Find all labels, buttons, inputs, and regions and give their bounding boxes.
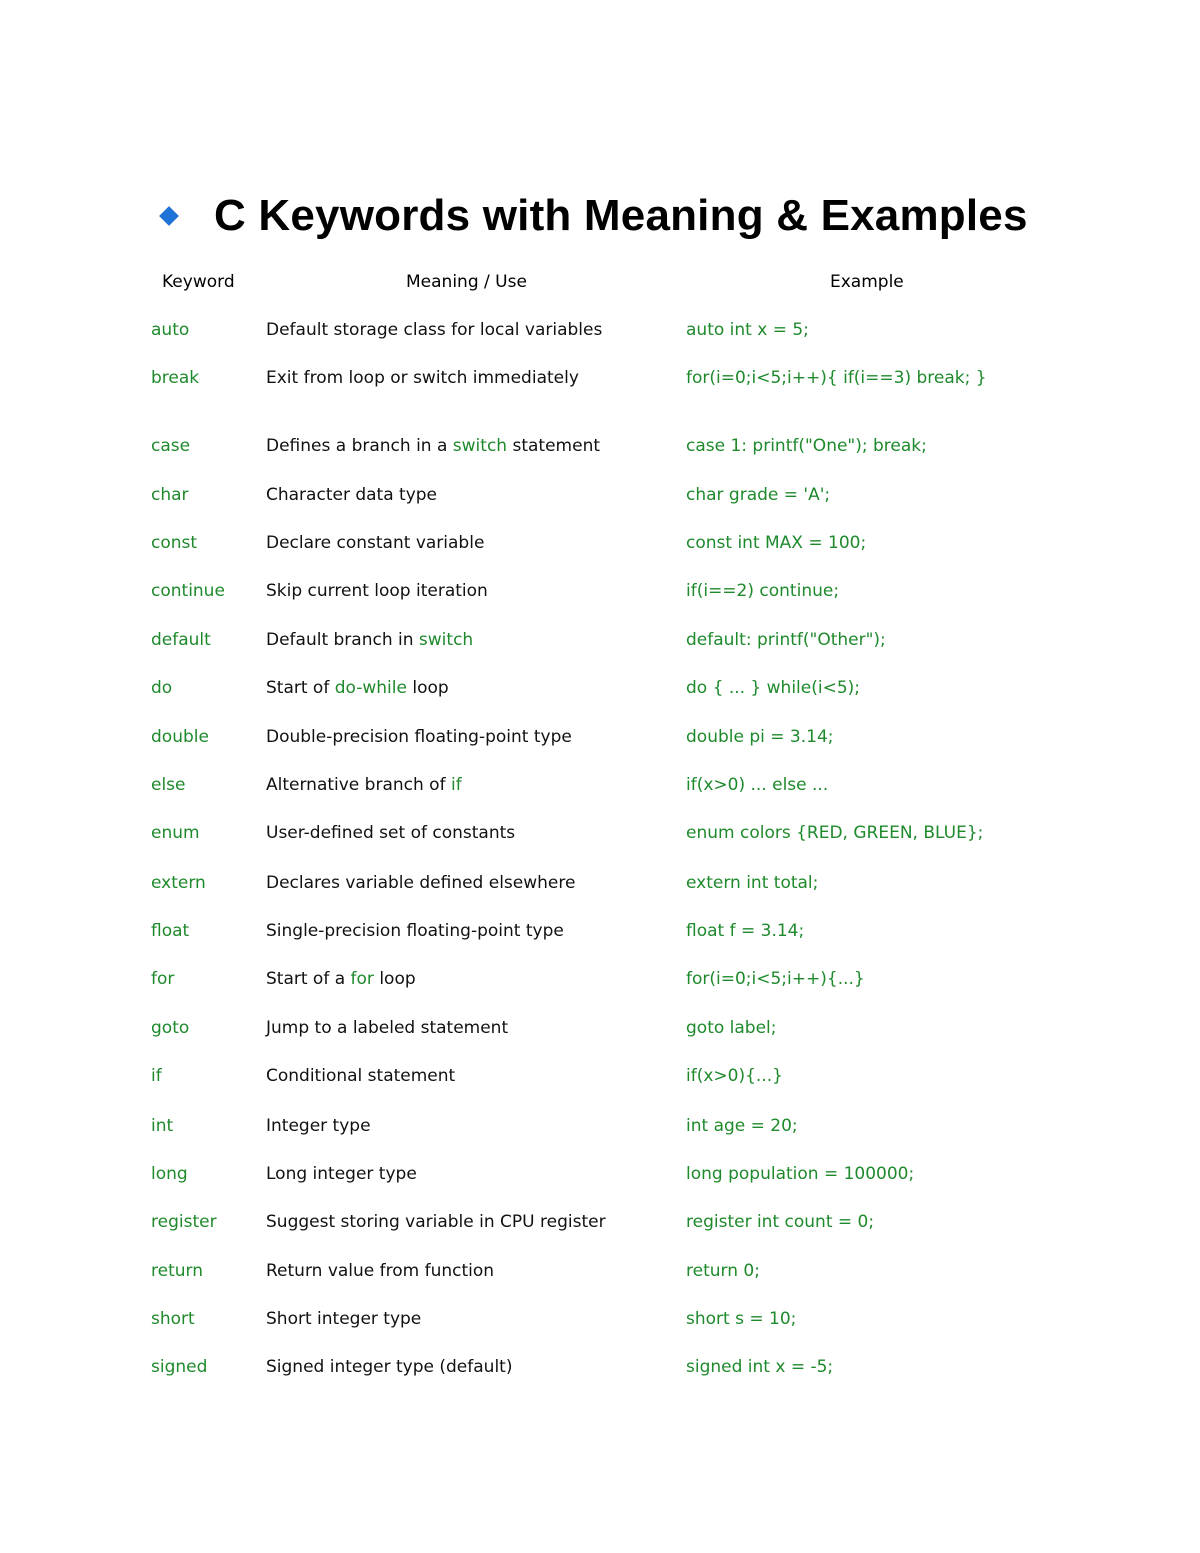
meaning-cell: Long integer type bbox=[266, 1164, 417, 1184]
example-cell: for(i=0;i<5;i++){ if(i==3) break; } bbox=[686, 368, 987, 388]
example-cell: if(x>0) ... else ... bbox=[686, 775, 829, 795]
meaning-cell: Character data type bbox=[266, 485, 438, 505]
meaning-cell: Jump to a labeled statement bbox=[266, 1018, 509, 1038]
meaning-cell: Double-precision floating-point type bbox=[266, 727, 572, 747]
example-cell: signed int x = -5; bbox=[686, 1357, 834, 1377]
keyword-cell: for bbox=[151, 969, 175, 989]
page-title: C Keywords with Meaning & Examples bbox=[214, 191, 1028, 240]
header-example: Example bbox=[830, 272, 904, 292]
example-cell: default: printf("Other"); bbox=[686, 630, 886, 650]
table-row bbox=[0, 678, 1200, 706]
table-row bbox=[0, 1116, 1200, 1144]
diamond-bullet-icon bbox=[159, 206, 179, 226]
keyword-cell: register bbox=[151, 1212, 217, 1232]
table-row bbox=[0, 1164, 1200, 1192]
meaning-cell: Suggest storing variable in CPU register bbox=[266, 1212, 606, 1232]
keyword-cell: enum bbox=[151, 823, 200, 843]
table-row bbox=[0, 727, 1200, 755]
table-row bbox=[0, 485, 1200, 513]
example-cell: double pi = 3.14; bbox=[686, 727, 834, 747]
table-row bbox=[0, 873, 1200, 901]
table-row bbox=[0, 1309, 1200, 1337]
keyword-cell: int bbox=[151, 1116, 174, 1136]
keyword-cell: default bbox=[151, 630, 211, 650]
meaning-cell: Declares variable defined elsewhere bbox=[266, 873, 576, 893]
example-cell: for(i=0;i<5;i++){...} bbox=[686, 969, 865, 989]
example-cell: long population = 100000; bbox=[686, 1164, 915, 1184]
meaning-cell: Defines a branch in a switch statement bbox=[266, 436, 601, 456]
keyword-cell: auto bbox=[151, 320, 190, 340]
keyword-cell: const bbox=[151, 533, 198, 553]
keyword-cell: float bbox=[151, 921, 190, 941]
example-cell: register int count = 0; bbox=[686, 1212, 875, 1232]
meaning-cell: Integer type bbox=[266, 1116, 371, 1136]
example-cell: auto int x = 5; bbox=[686, 320, 809, 340]
table-row bbox=[0, 368, 1200, 396]
table-row bbox=[0, 436, 1200, 464]
keyword-cell: if bbox=[151, 1066, 162, 1086]
meaning-cell: Return value from function bbox=[266, 1261, 495, 1281]
table-row bbox=[0, 1066, 1200, 1094]
table-row bbox=[0, 320, 1200, 348]
table-row bbox=[0, 775, 1200, 803]
table-row bbox=[0, 1261, 1200, 1289]
meaning-cell: Start of do-while loop bbox=[266, 678, 449, 698]
meaning-cell: Start of a for loop bbox=[266, 969, 416, 989]
meaning-cell: Single-precision floating-point type bbox=[266, 921, 564, 941]
example-cell: const int MAX = 100; bbox=[686, 533, 867, 553]
example-cell: goto label; bbox=[686, 1018, 777, 1038]
example-cell: return 0; bbox=[686, 1261, 760, 1281]
meaning-cell: Default storage class for local variables bbox=[266, 320, 603, 340]
keyword-cell: return bbox=[151, 1261, 203, 1281]
header-keyword: Keyword bbox=[162, 272, 235, 292]
keyword-cell: case bbox=[151, 436, 191, 456]
example-cell: short s = 10; bbox=[686, 1309, 797, 1329]
meaning-cell: Skip current loop iteration bbox=[266, 581, 488, 601]
table-row bbox=[0, 1357, 1200, 1385]
table-row bbox=[0, 581, 1200, 609]
meaning-cell: User-defined set of constants bbox=[266, 823, 516, 843]
example-cell: do { ... } while(i<5); bbox=[686, 678, 861, 698]
meaning-cell: Short integer type bbox=[266, 1309, 422, 1329]
table-row bbox=[0, 630, 1200, 658]
keyword-cell: double bbox=[151, 727, 209, 747]
example-cell: case 1: printf("One"); break; bbox=[686, 436, 927, 456]
example-cell: int age = 20; bbox=[686, 1116, 798, 1136]
keyword-cell: do bbox=[151, 678, 173, 698]
table-row bbox=[0, 921, 1200, 949]
meaning-cell: Default branch in switch bbox=[266, 630, 474, 650]
keyword-cell: continue bbox=[151, 581, 225, 601]
example-cell: extern int total; bbox=[686, 873, 819, 893]
example-cell: char grade = 'A'; bbox=[686, 485, 831, 505]
example-cell: if(i==2) continue; bbox=[686, 581, 840, 601]
table-row bbox=[0, 1212, 1200, 1240]
example-cell: float f = 3.14; bbox=[686, 921, 805, 941]
meaning-cell: Declare constant variable bbox=[266, 533, 485, 553]
example-cell: enum colors {RED, GREEN, BLUE}; bbox=[686, 823, 984, 843]
meaning-cell: Exit from loop or switch immediately bbox=[266, 368, 579, 388]
title-row bbox=[158, 186, 1028, 246]
table-row bbox=[0, 969, 1200, 997]
keyword-cell: short bbox=[151, 1309, 195, 1329]
table-row bbox=[0, 1018, 1200, 1046]
keyword-cell: goto bbox=[151, 1018, 190, 1038]
header-meaning: Meaning / Use bbox=[406, 272, 527, 292]
keyword-cell: break bbox=[151, 368, 200, 388]
table-row bbox=[0, 533, 1200, 561]
keyword-cell: signed bbox=[151, 1357, 208, 1377]
meaning-cell: Conditional statement bbox=[266, 1066, 456, 1086]
keyword-cell: extern bbox=[151, 873, 206, 893]
keyword-cell: char bbox=[151, 485, 189, 505]
keyword-cell: else bbox=[151, 775, 186, 795]
table-header bbox=[0, 270, 1200, 296]
example-cell: if(x>0){...} bbox=[686, 1066, 783, 1086]
meaning-cell: Alternative branch of if bbox=[266, 775, 462, 795]
meaning-cell: Signed integer type (default) bbox=[266, 1357, 513, 1377]
keyword-cell: long bbox=[151, 1164, 188, 1184]
table-row bbox=[0, 823, 1200, 851]
